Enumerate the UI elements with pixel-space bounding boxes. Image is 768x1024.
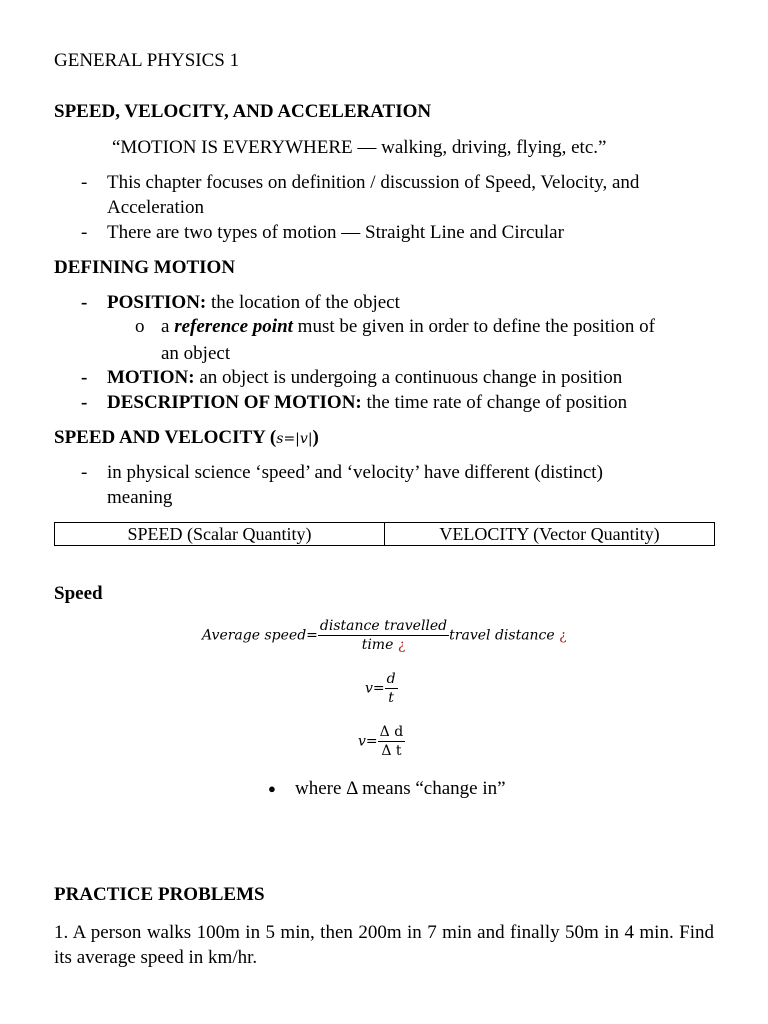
reference-point-line-2: an object	[161, 343, 231, 364]
description-of-motion: DESCRIPTION OF MOTION: the time rate of change of position	[107, 392, 628, 413]
bullet-dash: -	[81, 367, 88, 388]
position-definition	[107, 292, 400, 314]
speed-velocity-bullet-line-2: meaning	[107, 487, 173, 508]
bullet-dash: -	[81, 392, 88, 413]
motion-definition: MOTION: an object is undergoing a continuous change in position	[107, 367, 623, 388]
practice-problem-1: 1. A person walks 100m in 5 min, then 200m in 7 min and finally 50m in 4 min. Find its average speed in km/hr.	[54, 922, 714, 968]
position-text: the location of the object	[206, 292, 400, 313]
bullet-dot: ●	[268, 781, 276, 796]
velocity-equation-2: v= $\frac{\text{Δ d}}{\text{Δ t}}$	[358, 724, 404, 759]
intro-bullet-2: There are two types of motion — Straight Line and Circular	[107, 222, 564, 243]
bullet-dash: -	[81, 462, 88, 483]
bullet-dash: -	[81, 172, 88, 193]
sub-bullet-circle: o	[135, 316, 145, 337]
description-term: DESCRIPTION OF MOTION:	[107, 392, 362, 413]
speed-velocity-table	[54, 522, 715, 546]
velocity-equation-1: v= $\frac{d}{t}$	[365, 671, 396, 706]
intro-bullet-1-line-1: This chapter focuses on definition / discussion of Speed, Velocity, and	[107, 172, 640, 193]
speed-formula: s=|v|	[276, 431, 313, 447]
speed-velocity-bullet-line-1: in physical science ‘speed’ and ‘velocity’ have different (distinct)	[107, 462, 603, 483]
table-cell-velocity: VELOCITY (Vector Quantity)	[385, 523, 715, 546]
position-term: POSITION:	[107, 292, 207, 313]
reference-point-term: reference point	[174, 316, 293, 337]
speed-heading: Speed	[54, 583, 103, 604]
speed-velocity-heading: SPEED AND VELOCITY (s=|v|)	[54, 427, 319, 448]
fraction-denominator: time ¿	[361, 637, 406, 653]
average-speed-equation: Average speed= $\frac{\text{distance travelled}}{\text{time ¿}}$ travel distance ¿	[202, 618, 567, 653]
table-row	[55, 523, 715, 546]
reference-point-line-1: a reference point must be given in order to define the position of	[161, 316, 655, 337]
table-cell-speed: SPEED (Scalar Quantity)	[55, 523, 385, 546]
chapter-title: SPEED, VELOCITY, AND ACCELERATION	[54, 101, 432, 122]
practice-heading: PRACTICE PROBLEMS	[54, 884, 265, 905]
delta-note: where Δ means “change in”	[295, 778, 506, 799]
intro-quote: “MOTION IS EVERYWHERE — walking, driving, flying, etc.”	[112, 137, 607, 158]
intro-bullet-1-line-2: Acceleration	[107, 197, 205, 218]
bullet-dash: -	[81, 292, 88, 313]
average-speed-fraction	[318, 617, 449, 654]
course-header: GENERAL PHYSICS 1	[54, 50, 240, 71]
fraction-numerator: distance travelled	[319, 618, 448, 634]
bullet-dash: -	[81, 222, 88, 243]
motion-term: MOTION:	[107, 367, 195, 388]
defining-motion-heading: DEFINING MOTION	[54, 257, 236, 278]
